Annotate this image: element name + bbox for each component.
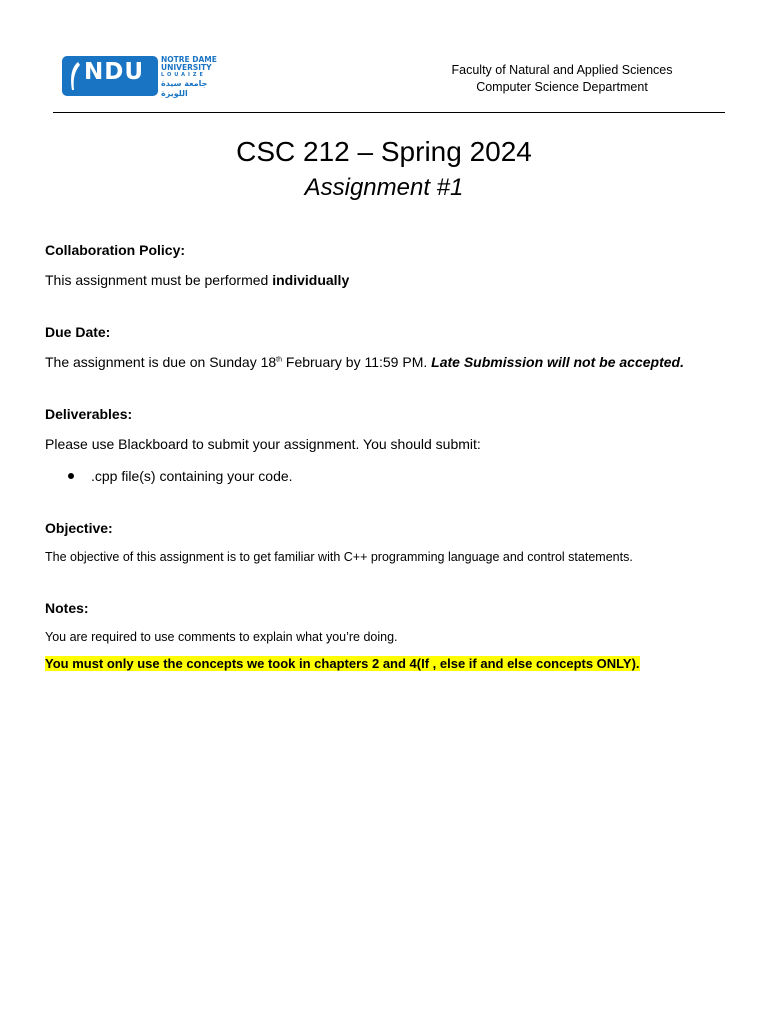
due-date-prefix: The assignment is due on Sunday 18 <box>45 354 277 370</box>
collaboration-text <box>45 270 735 290</box>
due-date-heading: Due Date: <box>45 324 111 340</box>
collaboration-text-prefix: This assignment must be performed <box>45 272 273 288</box>
notes-highlight-line <box>45 655 735 673</box>
header-divider <box>53 112 725 113</box>
feather-icon <box>68 60 82 92</box>
objective-heading: Objective: <box>45 520 113 536</box>
due-date-ordinal: th <box>276 356 282 364</box>
deliverable-item-label: .cpp file(s) containing your code. <box>91 468 293 484</box>
logo-line-university: UNIVERSITY <box>161 63 212 72</box>
collaboration-text-bold: individually <box>272 272 350 288</box>
bullet-icon <box>68 473 74 479</box>
logo-line-louaize: LOUAIZE <box>161 72 206 78</box>
objective-text: The objective of this assignment is to get familiar with C++ programming language and control statements. <box>45 550 633 564</box>
logo-line-arabic: جامعة سيدة اللويزة <box>161 79 208 98</box>
ndu-logo <box>62 55 217 98</box>
due-date-suffix: February by 11:59 PM. <box>282 354 432 370</box>
faculty-block <box>412 62 712 96</box>
deliverables-heading: Deliverables: <box>45 406 133 422</box>
deliverables-text: Please use Blackboard to submit your assignment. You should submit: <box>45 436 481 452</box>
logo-badge <box>62 56 158 96</box>
document-body <box>45 240 735 673</box>
faculty-name: Faculty of Natural and Applied Sciences <box>451 63 673 77</box>
collaboration-heading: Collaboration Policy: <box>45 242 186 258</box>
logo-mark: NDU <box>84 59 145 85</box>
logo-wordmark <box>161 56 217 99</box>
late-submission-warning: Late Submission will not be accepted. <box>431 354 684 370</box>
logo-line-notre-dame: NOTRE DAME <box>161 55 217 64</box>
page-title: CSC 212 – Spring 2024 <box>236 136 532 167</box>
notes-highlight: You must only use the concepts we took in chapters 2 and 4(If , else if and else concepts ONLY). <box>45 656 640 671</box>
department-name: Computer Science Department <box>476 80 648 94</box>
notes-heading: Notes: <box>45 600 89 616</box>
page-subtitle: Assignment #1 <box>304 174 464 201</box>
notes-text: You are required to use comments to explain what you’re doing. <box>45 630 398 644</box>
due-date-text <box>45 352 735 372</box>
list-item <box>45 466 735 486</box>
